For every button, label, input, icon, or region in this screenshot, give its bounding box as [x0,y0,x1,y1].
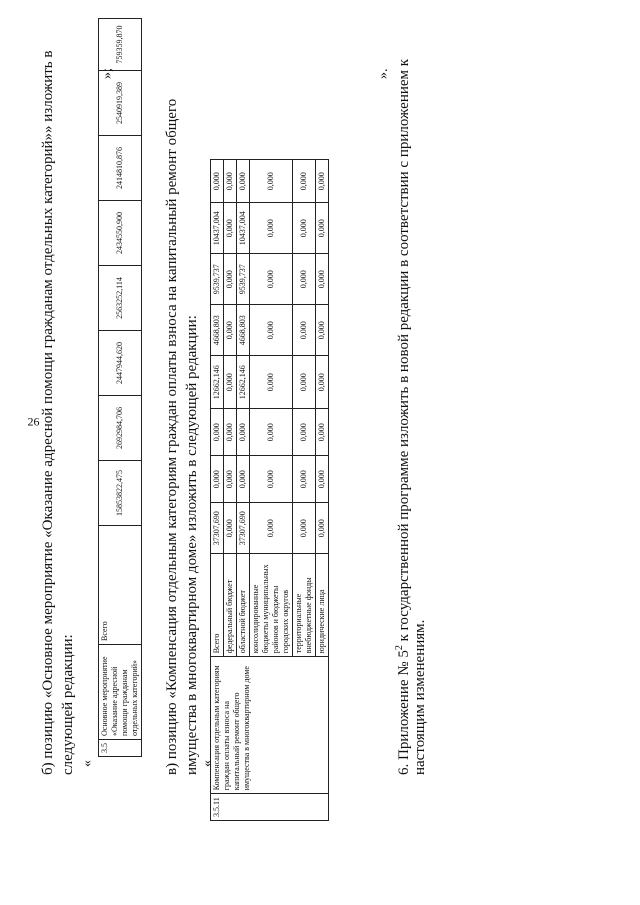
value-cell: 0,000 [293,160,316,203]
value-cell: 4668,803 [211,305,224,356]
row-source: Всего [99,526,142,645]
open-quote-v: « [200,760,215,767]
row-number: 3.5.11 [211,794,329,821]
table-row [211,160,224,821]
value-cell: 4668,803 [237,305,250,356]
value-cell: 0,000 [224,409,237,456]
table-main-event [98,18,142,757]
row-source: консолидированные бюджеты муниципальных районов и бюджеты городских округов [250,554,293,657]
value-cell: 0,000 [293,409,316,456]
row-source: юридические лица [316,554,329,657]
paragraph-v-line2: имущества в многоквартирном доме» изложить в следующей редакции: [184,315,200,775]
close-quote-v: ». [376,68,391,79]
value-cell: 0,000 [237,160,250,203]
value-cell: 759359,870 [99,19,142,71]
value-cell: 0,000 [224,160,237,203]
value-cell: 2540919,389 [99,71,142,136]
value-cell: 0,000 [316,254,329,305]
value-cell: 9539,737 [211,254,224,305]
value-cell: 2563252,114 [99,266,142,331]
value-cell: 0,000 [237,409,250,456]
row-name: Основное мероприятие «Оказание адресной помощи гражданам отдельных категорий» [99,645,142,740]
value-cell: 0,000 [316,456,329,503]
table-compensation [210,159,329,821]
value-cell: 15853822,475 [99,461,142,526]
paragraph-6-text-b: к государственной программе изложить в новой редакции в соответствии с приложением к [396,58,412,646]
value-cell: 0,000 [293,203,316,254]
value-cell: 0,000 [250,356,293,409]
value-cell: 10437,004 [211,203,224,254]
row-source: федеральный бюджет [224,554,237,657]
open-quote-b: « [80,760,95,767]
paragraph-6-superscript: 2 [394,645,405,651]
value-cell: 0,000 [293,254,316,305]
value-cell: 0,000 [224,503,237,554]
row-number: 3.5 [99,740,142,757]
paragraph-v-line1: в) позицию «Компенсация отдельным категориям граждан оплаты взноса на капитальный ремонт общего [164,98,180,775]
value-cell: 37307,690 [211,503,224,554]
value-cell: 0,000 [250,456,293,503]
row-source: Всего [211,554,224,657]
value-cell: 37307,690 [237,503,250,554]
value-cell: 0,000 [293,305,316,356]
value-cell: 0,000 [224,356,237,409]
value-cell: 0,000 [316,503,329,554]
value-cell: 2434550,900 [99,201,142,266]
close-quote-b: »; [100,68,115,79]
value-cell: 12662,146 [211,356,224,409]
paragraph-b-line2: следующей редакции: [60,634,76,775]
value-cell: 2447944,620 [99,331,142,396]
value-cell: 0,000 [316,203,329,254]
value-cell: 2414810,876 [99,136,142,201]
value-cell: 0,000 [211,456,224,503]
value-cell: 0,000 [211,160,224,203]
value-cell: 0,000 [316,356,329,409]
value-cell: 0,000 [250,160,293,203]
value-cell: 0,000 [224,203,237,254]
value-cell: 0,000 [250,409,293,456]
value-cell: 0,000 [250,503,293,554]
value-cell: 2692984,706 [99,396,142,461]
value-cell: 0,000 [237,456,250,503]
value-cell: 0,000 [293,503,316,554]
value-cell: 0,000 [224,305,237,356]
value-cell: 0,000 [211,409,224,456]
row-name: Компенсация отдельным категориям граждан оплаты взноса на капитальный ремонт общего имущества в многоквартирном доме [211,657,329,794]
value-cell: 9539,737 [237,254,250,305]
value-cell: 0,000 [316,160,329,203]
value-cell: 10437,004 [237,203,250,254]
page-number: 26 [27,414,40,429]
row-source: областной бюджет [237,554,250,657]
value-cell: 0,000 [293,456,316,503]
value-cell: 12662,146 [237,356,250,409]
value-cell: 0,000 [316,409,329,456]
value-cell: 0,000 [224,456,237,503]
row-source: территориальные внебюджетные фонды [293,554,316,657]
value-cell: 0,000 [316,305,329,356]
paragraph-b-line1: б) позицию «Основное мероприятие «Оказание адресной помощи гражданам отдельных категорий»» изложить в [40,50,56,775]
paragraph-6-line2: настоящим изменениям. [412,619,428,775]
value-cell: 0,000 [250,203,293,254]
value-cell: 0,000 [224,254,237,305]
value-cell: 0,000 [250,305,293,356]
table-row [99,19,142,757]
value-cell: 0,000 [250,254,293,305]
paragraph-6-text-a: 6. Приложение № 5 [396,650,412,775]
value-cell: 0,000 [293,356,316,409]
